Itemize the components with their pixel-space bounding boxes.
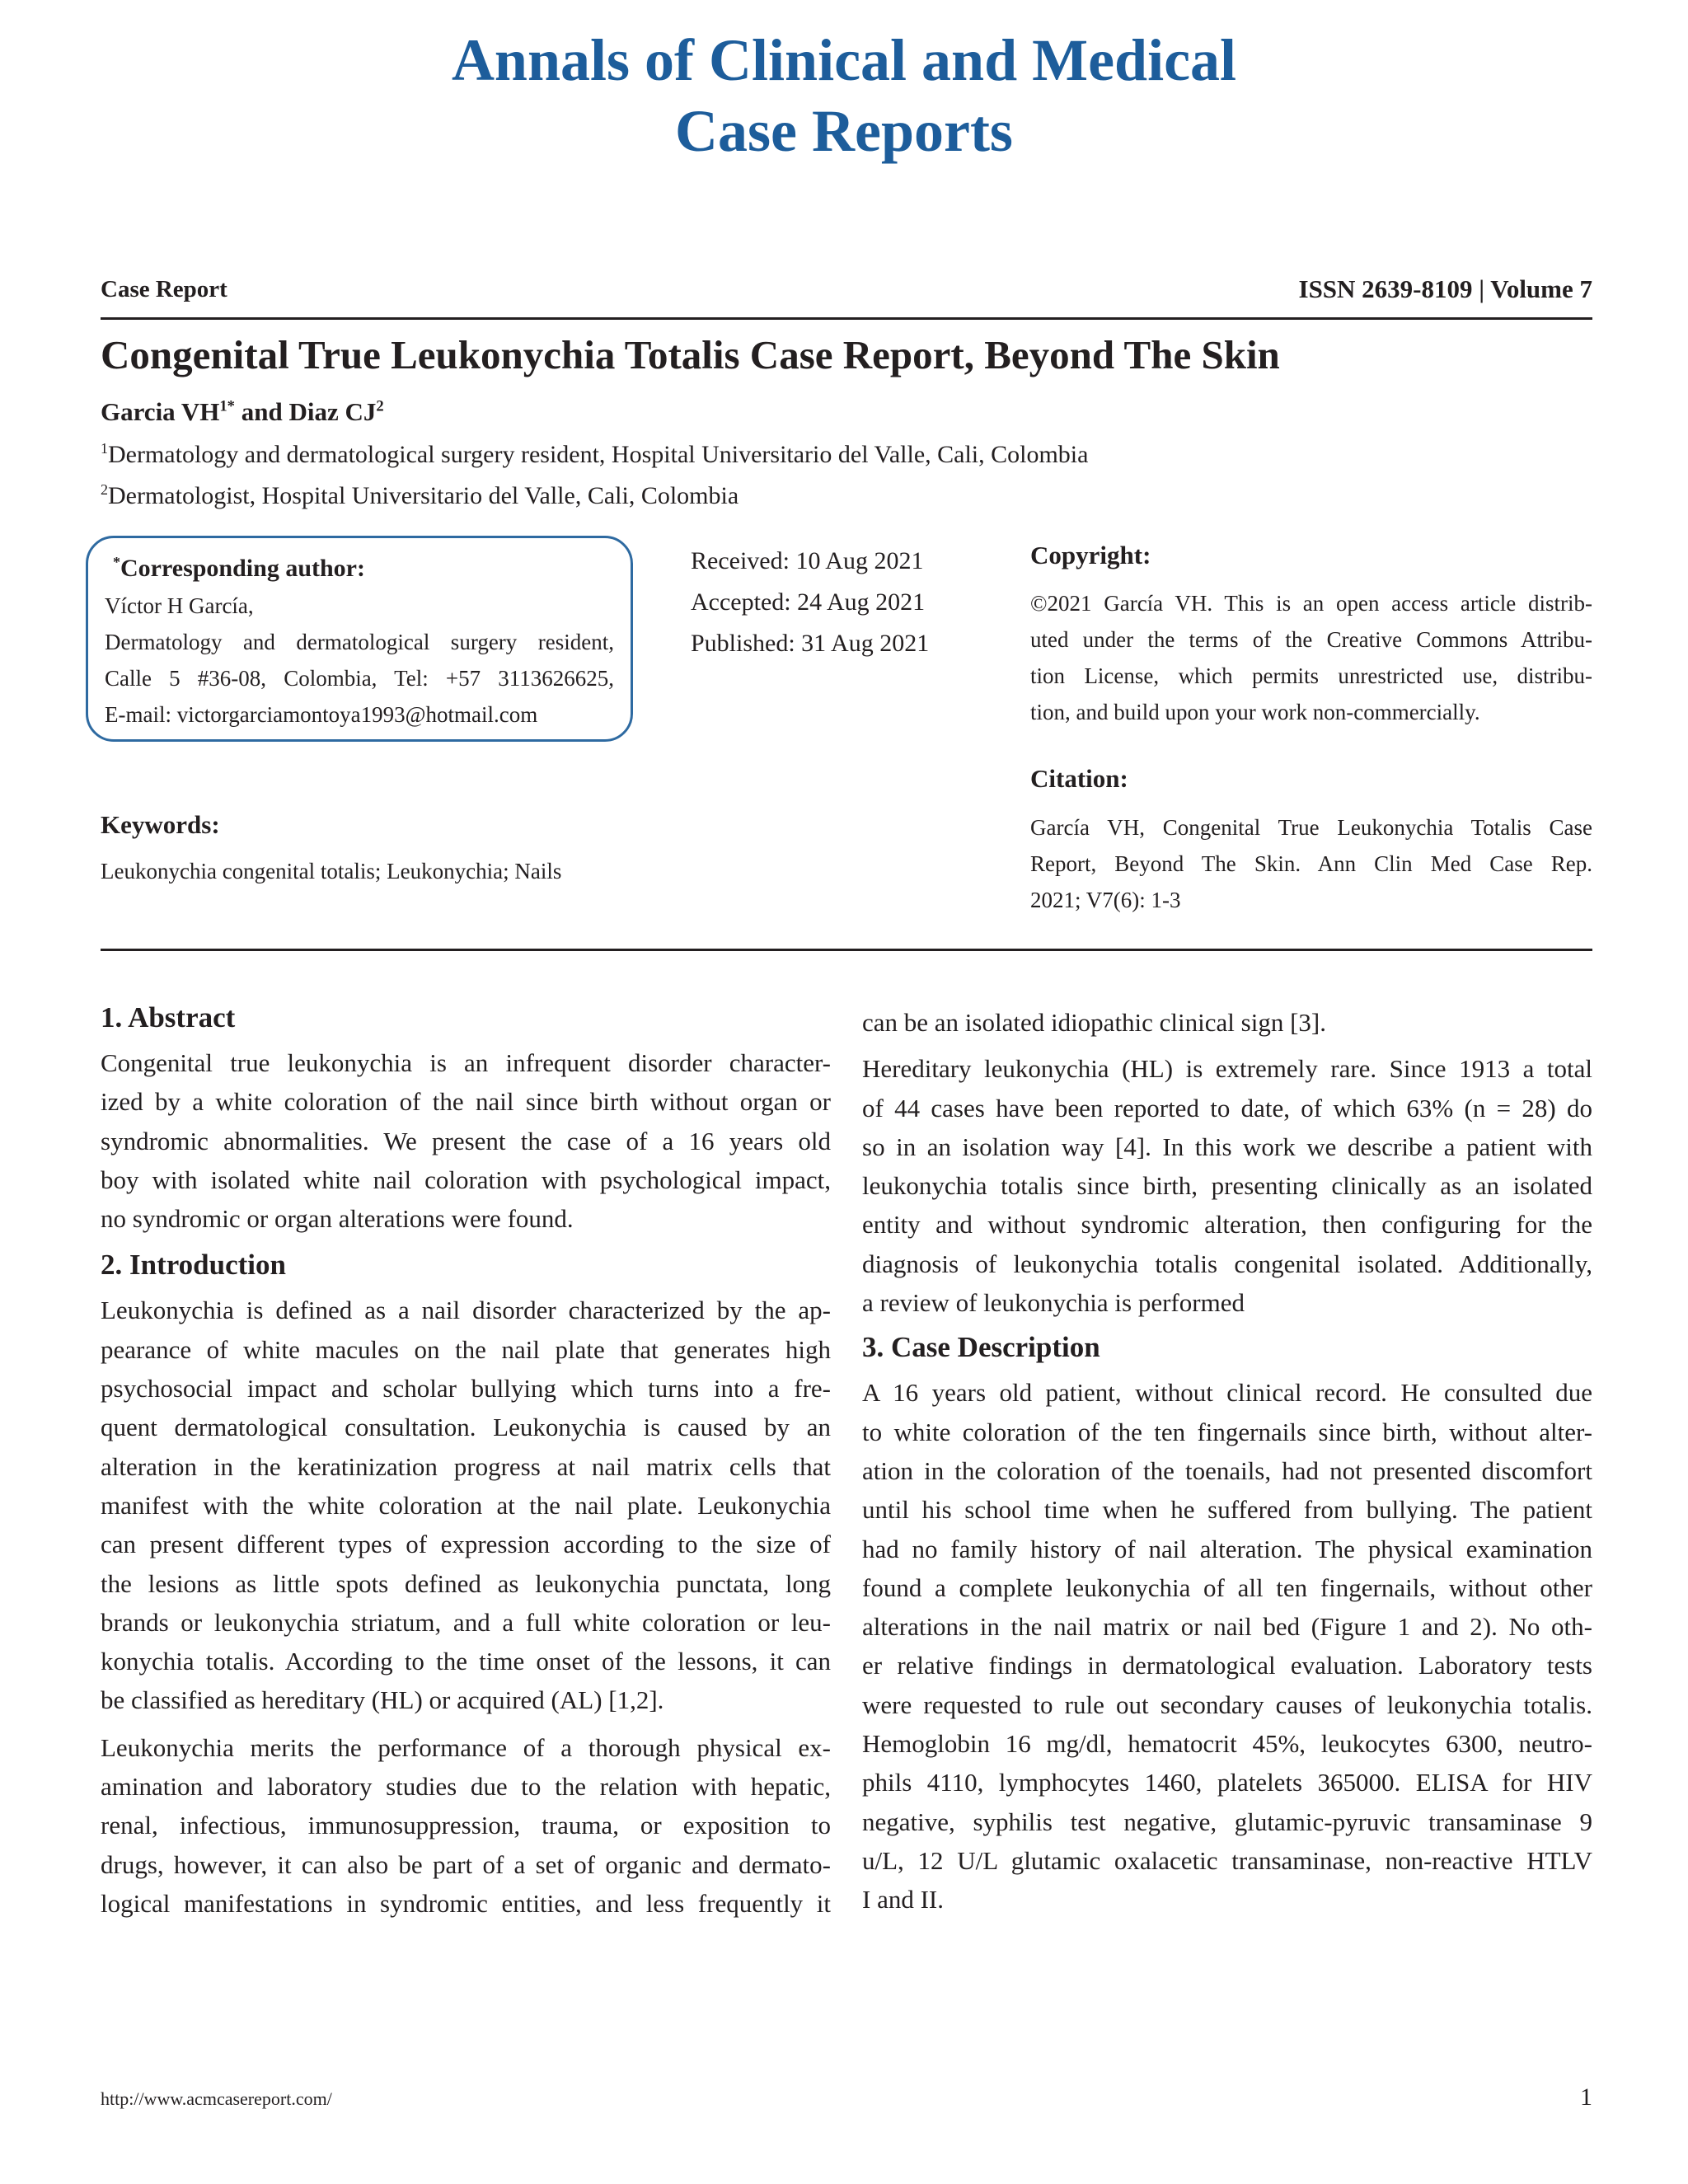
introduction-paragraph-1: [101, 1291, 831, 1719]
affiliation-2-text: Dermatologist, Hospital Universitario del Valle, Cali, Colombia: [108, 482, 739, 509]
journal-title-line1: Annals of Clinical and Medical: [451, 27, 1237, 93]
intro-line: Hereditary leukonychia (HL) is extremely rare. Since 1913 a total: [862, 1054, 1592, 1084]
abstract-line: syndromic abnormalities. We present the case of a 16 years old: [101, 1126, 831, 1155]
case-line: er relative findings in dermatological evaluation. Laboratory tests: [862, 1651, 1592, 1680]
affiliation-2-sup: 2: [101, 481, 108, 498]
corresponding-email: E-mail: victorgarciamontoya1993@hotmail.com: [105, 702, 538, 727]
author-2-sup: 2: [376, 397, 384, 415]
intro-line: a review of leukonychia is performed: [862, 1288, 1245, 1318]
section-divider: [101, 949, 1592, 951]
copyright-line: uted under the terms of the Creative Commons Attribu-: [1030, 627, 1592, 652]
introduction-paragraph-3: [862, 1049, 1592, 1322]
case-line: A 16 years old patient, without clinical record. He consulted due: [862, 1378, 1592, 1408]
case-line: phils 4110, lymphocytes 1460, platelets 365000. ELISA for HIV: [862, 1768, 1592, 1797]
corresponding-line: Dermatology and dermatological surgery resident,: [105, 630, 614, 654]
intro-line: manifest with the white coloration at the nail plate. Leukonychia: [101, 1490, 831, 1520]
intro-line: can be an isolated idiopathic clinical sign [3].: [862, 1008, 1326, 1037]
intro-line: the lesions as little spots defined as leukonychia punctata, long: [101, 1568, 831, 1598]
journal-title: [0, 25, 1688, 166]
intro-line: konychia totalis. According to the time onset of the lessons, it can: [101, 1647, 831, 1676]
article-dates: [691, 541, 929, 664]
intro-line: pearance of white macules on the nail plate that generates high: [101, 1334, 831, 1364]
citation-text: [1030, 809, 1592, 918]
case-line: to white coloration of the ten fingernails since birth, without alter-: [862, 1417, 1592, 1446]
case-line: u/L, 12 U/L glutamic oxalacetic transaminase, non-reactive HTLV: [862, 1845, 1592, 1875]
citation-heading: Citation:: [1030, 764, 1128, 793]
affiliation-2: [101, 480, 738, 513]
intro-line: brands or leukonychia striatum, and a full white coloration or leu-: [101, 1607, 831, 1637]
copyright-text: [1030, 585, 1592, 730]
case-line: until his school time when he suffered from bullying. The patient: [862, 1495, 1592, 1525]
abstract-line: Congenital true leukonychia is an infrequent disorder character-: [101, 1048, 831, 1077]
corresponding-line: Calle 5 #36-08, Colombia, Tel: +57 3113626625,: [105, 666, 614, 691]
intro-line: quent dermatological consultation. Leukonychia is caused by an: [101, 1413, 831, 1442]
case-description-heading: 3. Case Description: [862, 1331, 1100, 1364]
header-divider: [101, 317, 1592, 320]
intro-line: so in an isolation way [4]. In this work we describe a patient with: [862, 1132, 1592, 1161]
published-date: Published: 31 Aug 2021: [691, 630, 930, 657]
case-line: I and II.: [862, 1885, 944, 1915]
author-1: Garcia VH: [101, 397, 220, 426]
case-line: Hemoglobin 16 mg/dl, hematocrit 45%, leukocytes 6300, neutro-: [862, 1729, 1592, 1759]
authors: [101, 397, 384, 427]
corresponding-author-heading: [105, 550, 614, 588]
corresponding-line: Víctor H García,: [105, 593, 254, 618]
case-description-paragraph: [862, 1373, 1592, 1919]
footer-url-link[interactable]: http://www.acmcasereport.com/: [101, 2088, 332, 2109]
journal-title-line2: Case Reports: [675, 98, 1013, 164]
case-line: ation in the coloration of the toenails, had not presented discomfort: [862, 1455, 1592, 1485]
intro-line: Leukonychia merits the performance of a thorough physical ex-: [101, 1732, 831, 1762]
intro-line: drugs, however, it can also be part of a set of organic and dermato-: [101, 1849, 831, 1879]
introduction-paragraph-2-continued: [862, 1003, 1592, 1042]
intro-line: leukonychia totalis since birth, presenting clinically as an isolated: [862, 1171, 1592, 1201]
intro-line: be classified as hereditary (HL) or acquired (AL) [1,2].: [101, 1685, 664, 1715]
introduction-paragraph-2: [101, 1728, 831, 1923]
intro-line: psychosocial impact and scholar bullying which turns into a fre-: [101, 1374, 831, 1404]
intro-line: renal, infectious, immunosuppression, trauma, or exposition to: [101, 1811, 831, 1840]
intro-line: amination and laboratory studies due to the relation with hepatic,: [101, 1772, 831, 1802]
citation-line: Report, Beyond The Skin. Ann Clin Med Case Rep.: [1030, 851, 1592, 876]
copyright-line: tion, and build upon your work non-commercially.: [1030, 700, 1480, 724]
affiliation-1-sup: 1: [101, 440, 108, 457]
abstract-line: no syndromic or organ alterations were found.: [101, 1204, 574, 1234]
citation-line: 2021; V7(6): 1-3: [1030, 888, 1181, 912]
author-2: Diaz CJ: [288, 397, 377, 426]
copyright-line: tion License, which permits unrestricted use, distribu-: [1030, 663, 1592, 688]
intro-line: of 44 cases have been reported to date, of which 63% (n = 28) do: [862, 1093, 1592, 1122]
abstract-heading: 1. Abstract: [101, 1001, 236, 1033]
affiliation-1-text: Dermatology and dermatological surgery resident, Hospital Universitario del Valle, Cali, Colombia: [108, 441, 1089, 468]
keywords-text: Leukonychia congenital totalis; Leukonychia; Nails: [101, 859, 562, 883]
case-line: found a complete leukonychia of all ten fingernails, without other: [862, 1572, 1592, 1602]
corresponding-author-box: [86, 536, 633, 742]
abstract-paragraph: [101, 1043, 831, 1238]
case-line: alterations in the nail matrix or nail bed (Figure 1 and 2). No oth-: [862, 1612, 1592, 1642]
intro-line: diagnosis of leukonychia totalis congenital isolated. Additionally,: [862, 1249, 1592, 1278]
intro-line: alteration in the keratinization progress at nail matrix cells that: [101, 1451, 831, 1481]
citation-line: García VH, Congenital True Leukonychia Totalis Case: [1030, 815, 1592, 840]
corresponding-heading-text: Corresponding author:: [120, 555, 365, 582]
accepted-date: Accepted: 24 Aug 2021: [691, 588, 926, 616]
intro-line: entity and without syndromic alteration, then configuring for the: [862, 1210, 1592, 1240]
left-column: [101, 997, 831, 1923]
copyright-line: ©2021 García VH. This is an open access article distrib-: [1030, 591, 1592, 616]
case-line: had no family history of nail alteration. The physical examination: [862, 1534, 1592, 1563]
page-number: 1: [1580, 2083, 1592, 2111]
article-type: Case Report: [101, 276, 227, 302]
intro-line: Leukonychia is defined as a nail disorder characterized by the ap-: [101, 1296, 831, 1325]
corresponding-star: *: [113, 554, 120, 570]
copyright-heading: Copyright:: [1030, 541, 1151, 569]
authors-and: and: [234, 397, 289, 426]
article-title: Congenital True Leukonychia Totalis Case Report, Beyond The Skin: [101, 332, 1280, 377]
abstract-line: ized by a white coloration of the nail since birth without organ or: [101, 1087, 831, 1117]
intro-line: can present different types of expression according to the size of: [101, 1530, 831, 1559]
author-1-sup: 1*: [219, 397, 235, 415]
keywords-heading: Keywords:: [101, 810, 220, 839]
right-column: [862, 1003, 1592, 1919]
issn-volume: ISSN 2639-8109 | Volume 7: [1298, 274, 1592, 303]
affiliation-1: [101, 438, 1088, 471]
received-date: Received: 10 Aug 2021: [691, 547, 924, 574]
intro-line: logical manifestations in syndromic entities, and less frequently it: [101, 1888, 831, 1918]
introduction-heading: 2. Introduction: [101, 1249, 286, 1282]
case-line: were requested to rule out secondary causes of leukonychia totalis.: [862, 1690, 1592, 1719]
case-line: negative, syphilis test negative, glutamic-pyruvic transaminase 9: [862, 1807, 1592, 1836]
abstract-line: boy with isolated white nail coloration with psychological impact,: [101, 1165, 831, 1194]
